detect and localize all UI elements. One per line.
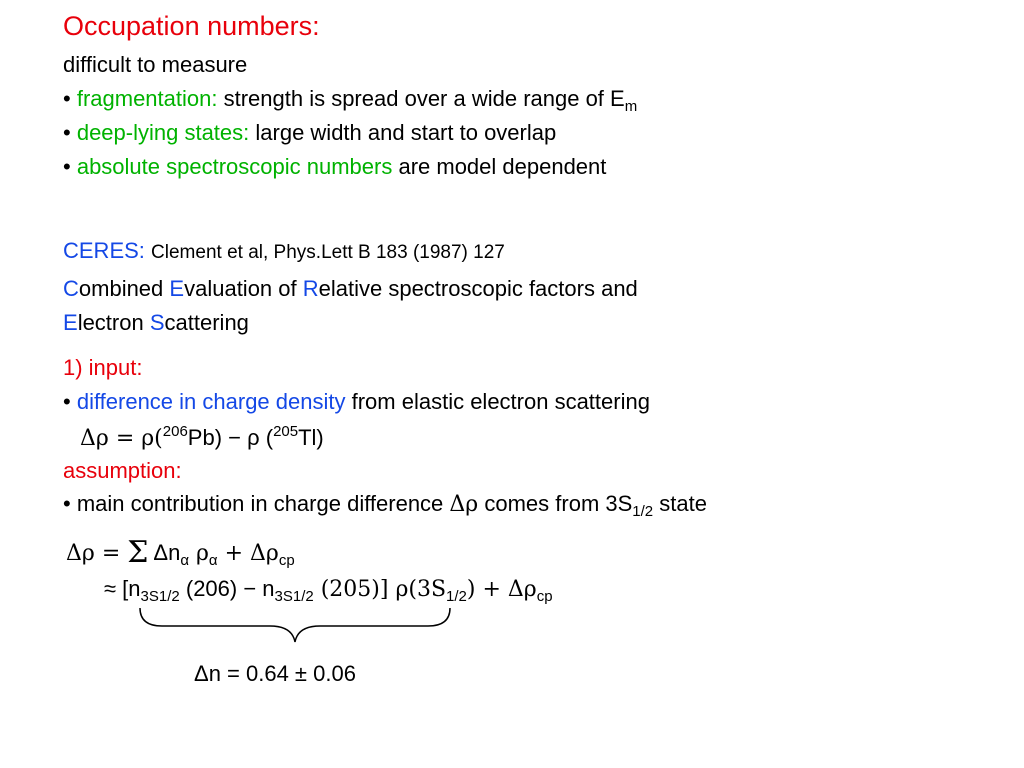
eq3-part-b: (206) − n [179,576,275,601]
word-cattering: cattering [164,310,249,335]
eq3-part-a: ≈ [n [104,576,141,601]
bullet: • [63,389,71,414]
absolute-key: absolute spectroscopic numbers [76,154,393,179]
bullet-charge-density [63,391,650,413]
result-delta-n: Δn = 0.64 ± 0.06 [194,661,356,686]
assumption-part-b: comes from 3S [478,491,633,516]
eq2-part-a: Δρ = [66,541,128,566]
eq2-sub-alpha-1: α [180,552,189,569]
word-elative: elative spectroscopic factors and [318,276,638,301]
assumption-subscript: 1/2 [632,503,654,520]
eq1-part-c: Tl) [298,425,324,450]
bullet: • [63,86,71,111]
bullet-absolute [63,156,606,178]
underbrace [138,606,452,646]
eq2-part-b: Δn [148,540,181,565]
fragmentation-key: fragmentation: [76,86,218,111]
em-subscript: m [624,98,638,115]
eq3-sub-4: cp [536,588,553,605]
word-lectron: lectron [77,310,150,335]
fragmentation-text: strength is spread over a wide range of E [223,86,625,111]
charge-density-text: from elastic electron scattering [351,389,650,414]
letter-e: E [169,276,185,301]
eq1-part-a: Δρ = ρ( [80,426,163,451]
letter-c: C [63,276,79,301]
assumption-part-a: • main contribution in charge difference [63,491,444,516]
sigma-symbol: Σ [127,535,149,570]
input-title: 1) input: [63,355,143,380]
letter-r: R [302,276,319,301]
eq2-sub-alpha-2: α [208,552,218,569]
equation-sum [66,535,295,570]
assumption-text [63,491,707,520]
eq3-part-d: ) + Δρ [466,577,537,602]
ceres-line [63,240,505,262]
equation-approx [104,576,553,605]
assumption-part-c: state [653,491,707,516]
deep-lying-text: large width and start to overlap [255,120,557,145]
absolute-text: are model dependent [398,154,607,179]
ceres-title: CERES: [63,238,145,263]
letter-e2: E [63,310,78,335]
eq2-part-c: ρ [188,541,209,566]
eq3-sub-2: 3S1/2 [274,588,314,605]
word-ombined: ombined [78,276,170,301]
eq1-part-b: Pb) − ρ ( [187,425,274,450]
bullet-fragmentation [63,86,638,115]
bullet-deep-lying [63,122,556,144]
occupation-title: Occupation numbers: [63,11,320,41]
eq3-sub-3: 1/2 [446,588,467,605]
eq2-sub-cp: cp [278,552,295,569]
equation-delta-rho [80,423,324,451]
letter-s: S [149,310,165,335]
word-valuation: valuation of [184,276,303,301]
occupation-subtitle: difficult to measure [63,52,248,77]
assumption-title: assumption: [63,458,182,483]
ceres-acronym-line-2 [63,312,249,334]
bullet: • [63,154,71,179]
eq2-part-d: + Δρ [217,541,279,566]
ceres-acronym-line-1 [63,278,638,300]
eq3-part-c: (205)] ρ(3S [313,577,447,602]
bullet: • [63,120,71,145]
ceres-reference: Clement et al, Phys.Lett B 183 (1987) 127 [151,242,505,263]
eq1-sup-205: 205 [273,423,299,440]
eq1-sup-206: 206 [162,423,188,440]
deep-lying-key: deep-lying states: [76,120,250,145]
eq3-sub-1: 3S1/2 [140,588,180,605]
assumption-symbol: Δρ [449,492,479,517]
charge-density-key: difference in charge density [76,389,346,414]
